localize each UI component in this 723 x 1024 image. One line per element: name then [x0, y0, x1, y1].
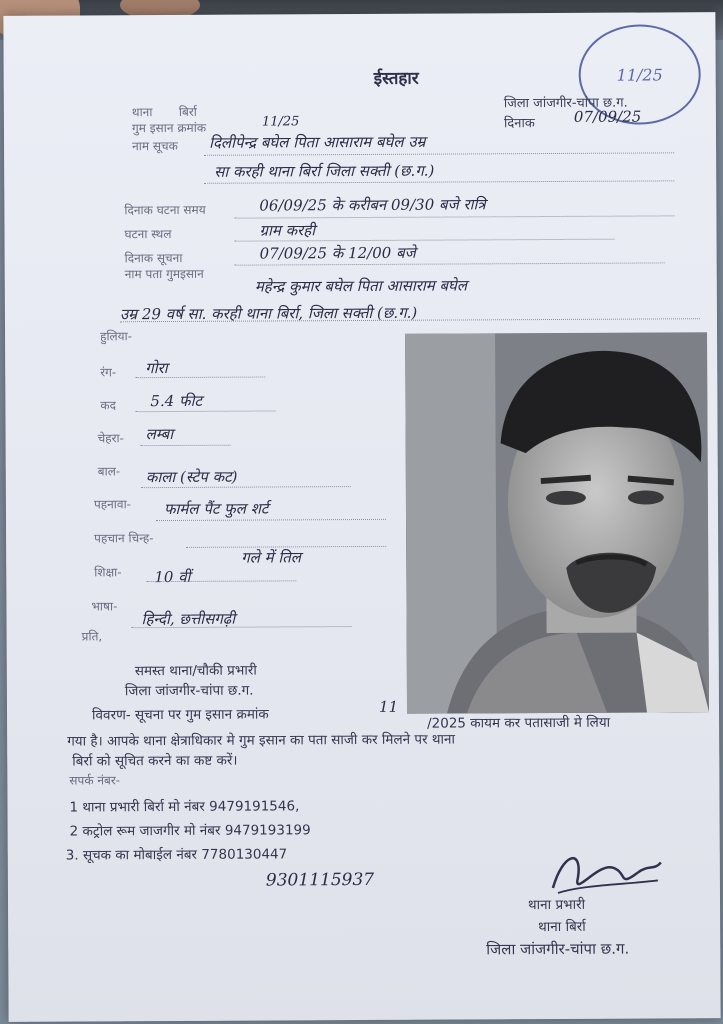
thana-label: थाना: [131, 105, 153, 120]
huliya-label: पहनावा-: [93, 497, 132, 512]
huliya-value: लम्बा: [145, 424, 174, 444]
huliya-label: शिक्षा-: [94, 565, 122, 580]
vivaran-number: 11: [378, 697, 399, 716]
huliya-value: गले में तिल: [241, 548, 301, 567]
vivaran-line-1a: विवरण- सूचना पर गुम इसान क्रमांक: [91, 706, 269, 724]
dotline: [132, 626, 352, 628]
notice-paper: [3, 12, 720, 1022]
thana-value: बिर्रा: [178, 104, 197, 119]
huliya-heading: हुलिया-: [100, 329, 133, 344]
naam-pata-value-2: उम्र 29 वर्ष सा. करही थाना बिर्रा, जिला सक्ती (छ.ग.): [119, 303, 418, 324]
prati-label: प्रति,: [81, 629, 103, 644]
huliya-label: रंग-: [100, 365, 117, 380]
missing-person-photo: [405, 332, 709, 714]
vivaran-line-3: बिर्रा को सूचित करने का कष्ट करें।: [72, 752, 238, 770]
person-portrait-icon: [405, 332, 709, 714]
ghatna-samay-label: दिनाक घटना समय: [124, 202, 206, 218]
stamp-number: 11/25: [616, 64, 663, 85]
suchna-label: दिनाक सूचना: [124, 250, 183, 266]
huliya-label: भाषा-: [91, 599, 118, 614]
signature-scribble-icon: [543, 842, 663, 903]
contact-item: 3. सूचक का मोबाईल नंबर 7780130447: [65, 846, 288, 864]
prati-line-2: जिला जांजगीर-चांपा छ.ग.: [124, 682, 254, 700]
signature-line-3: जिला जांजगीर-चांपा छ.ग.: [486, 939, 630, 959]
vivaran-line-1b: /2025 कायम कर पतासाजी मे लिया: [427, 714, 611, 732]
date-label: दिनाक: [503, 116, 535, 132]
dotline: [141, 486, 351, 488]
naam-pata-label: नाम पता गुमइसान: [124, 266, 204, 282]
dotline: [141, 445, 231, 446]
huliya-value: 10 वीं: [154, 567, 191, 587]
district-label: जिला जांजगीर-चांपा छ.ग.: [503, 95, 628, 112]
huliya-label: कद: [100, 398, 117, 413]
ghatna-sthal-value: ग्राम करही: [259, 221, 316, 240]
suchna-value: 07/09/25 के 12/00 बजे: [259, 243, 416, 263]
huliya-value: गोरा: [145, 359, 168, 378]
naam-pata-value-1: महेन्द्र कुमार बघेल पिता आसाराम बघेल: [254, 276, 468, 296]
dotline: [135, 410, 275, 412]
huliya-value: हिन्दी, छत्तीसगढ़ी: [141, 609, 236, 629]
contacts-heading: सपर्क नंबर-: [69, 773, 121, 788]
signature-line-2: थाना बिर्रा: [538, 918, 586, 936]
suchak-value-1: दिलीपेन्द्र बघेल पिता आसाराम बघेल उम्र: [208, 132, 426, 152]
suchak-label: नाम सूचक: [132, 138, 178, 154]
prati-line-1: समस्त थाना/चौकी प्रभारी: [134, 662, 257, 680]
huliya-label: पहचान चिन्ह-: [94, 531, 154, 546]
dotline: [146, 580, 296, 582]
dotline: [234, 215, 674, 218]
vivaran-line-2: गया है। आपके थाना क्षेत्राधिकार मे गुम इसान का पता साजी कर मिलने पर थाना: [67, 731, 456, 750]
ghatna-samay-value: 06/09/25 के करीबन 09/30 बजे रात्रि: [259, 195, 486, 215]
gum-value: 11/25: [261, 114, 300, 130]
suchak-value-2: सा करही थाना बिर्रा जिला सक्ती (छ.ग.): [214, 161, 435, 181]
contact-item: 2 कट्रोल रूम जाजगीर मो नंबर 9479193199: [69, 822, 311, 840]
huliya-value: काला (स्टेप कट): [145, 467, 238, 487]
dotline: [204, 152, 674, 155]
dotline: [156, 519, 386, 521]
signature-line-1: थाना प्रभारी: [527, 896, 586, 914]
huliya-label: बाल-: [97, 464, 121, 479]
gum-label: गुम इसान क्रमांक: [131, 120, 207, 136]
date-value: 07/09/25: [573, 107, 642, 126]
huliya-value: फार्मल पैंट फुल शर्ट: [163, 499, 269, 519]
contact-item: 1 थाना प्रभारी बिर्रा मो नंबर 9479191546,: [69, 798, 300, 816]
huliya-value: 5.4 फीट: [150, 391, 203, 411]
dotline: [135, 377, 265, 379]
ghatna-sthal-label: घटना स्थल: [124, 226, 172, 242]
page-title: ईस्तहार: [373, 68, 419, 89]
huliya-label: चेहरा-: [97, 431, 124, 446]
extra-number: 9301115937: [265, 869, 375, 891]
